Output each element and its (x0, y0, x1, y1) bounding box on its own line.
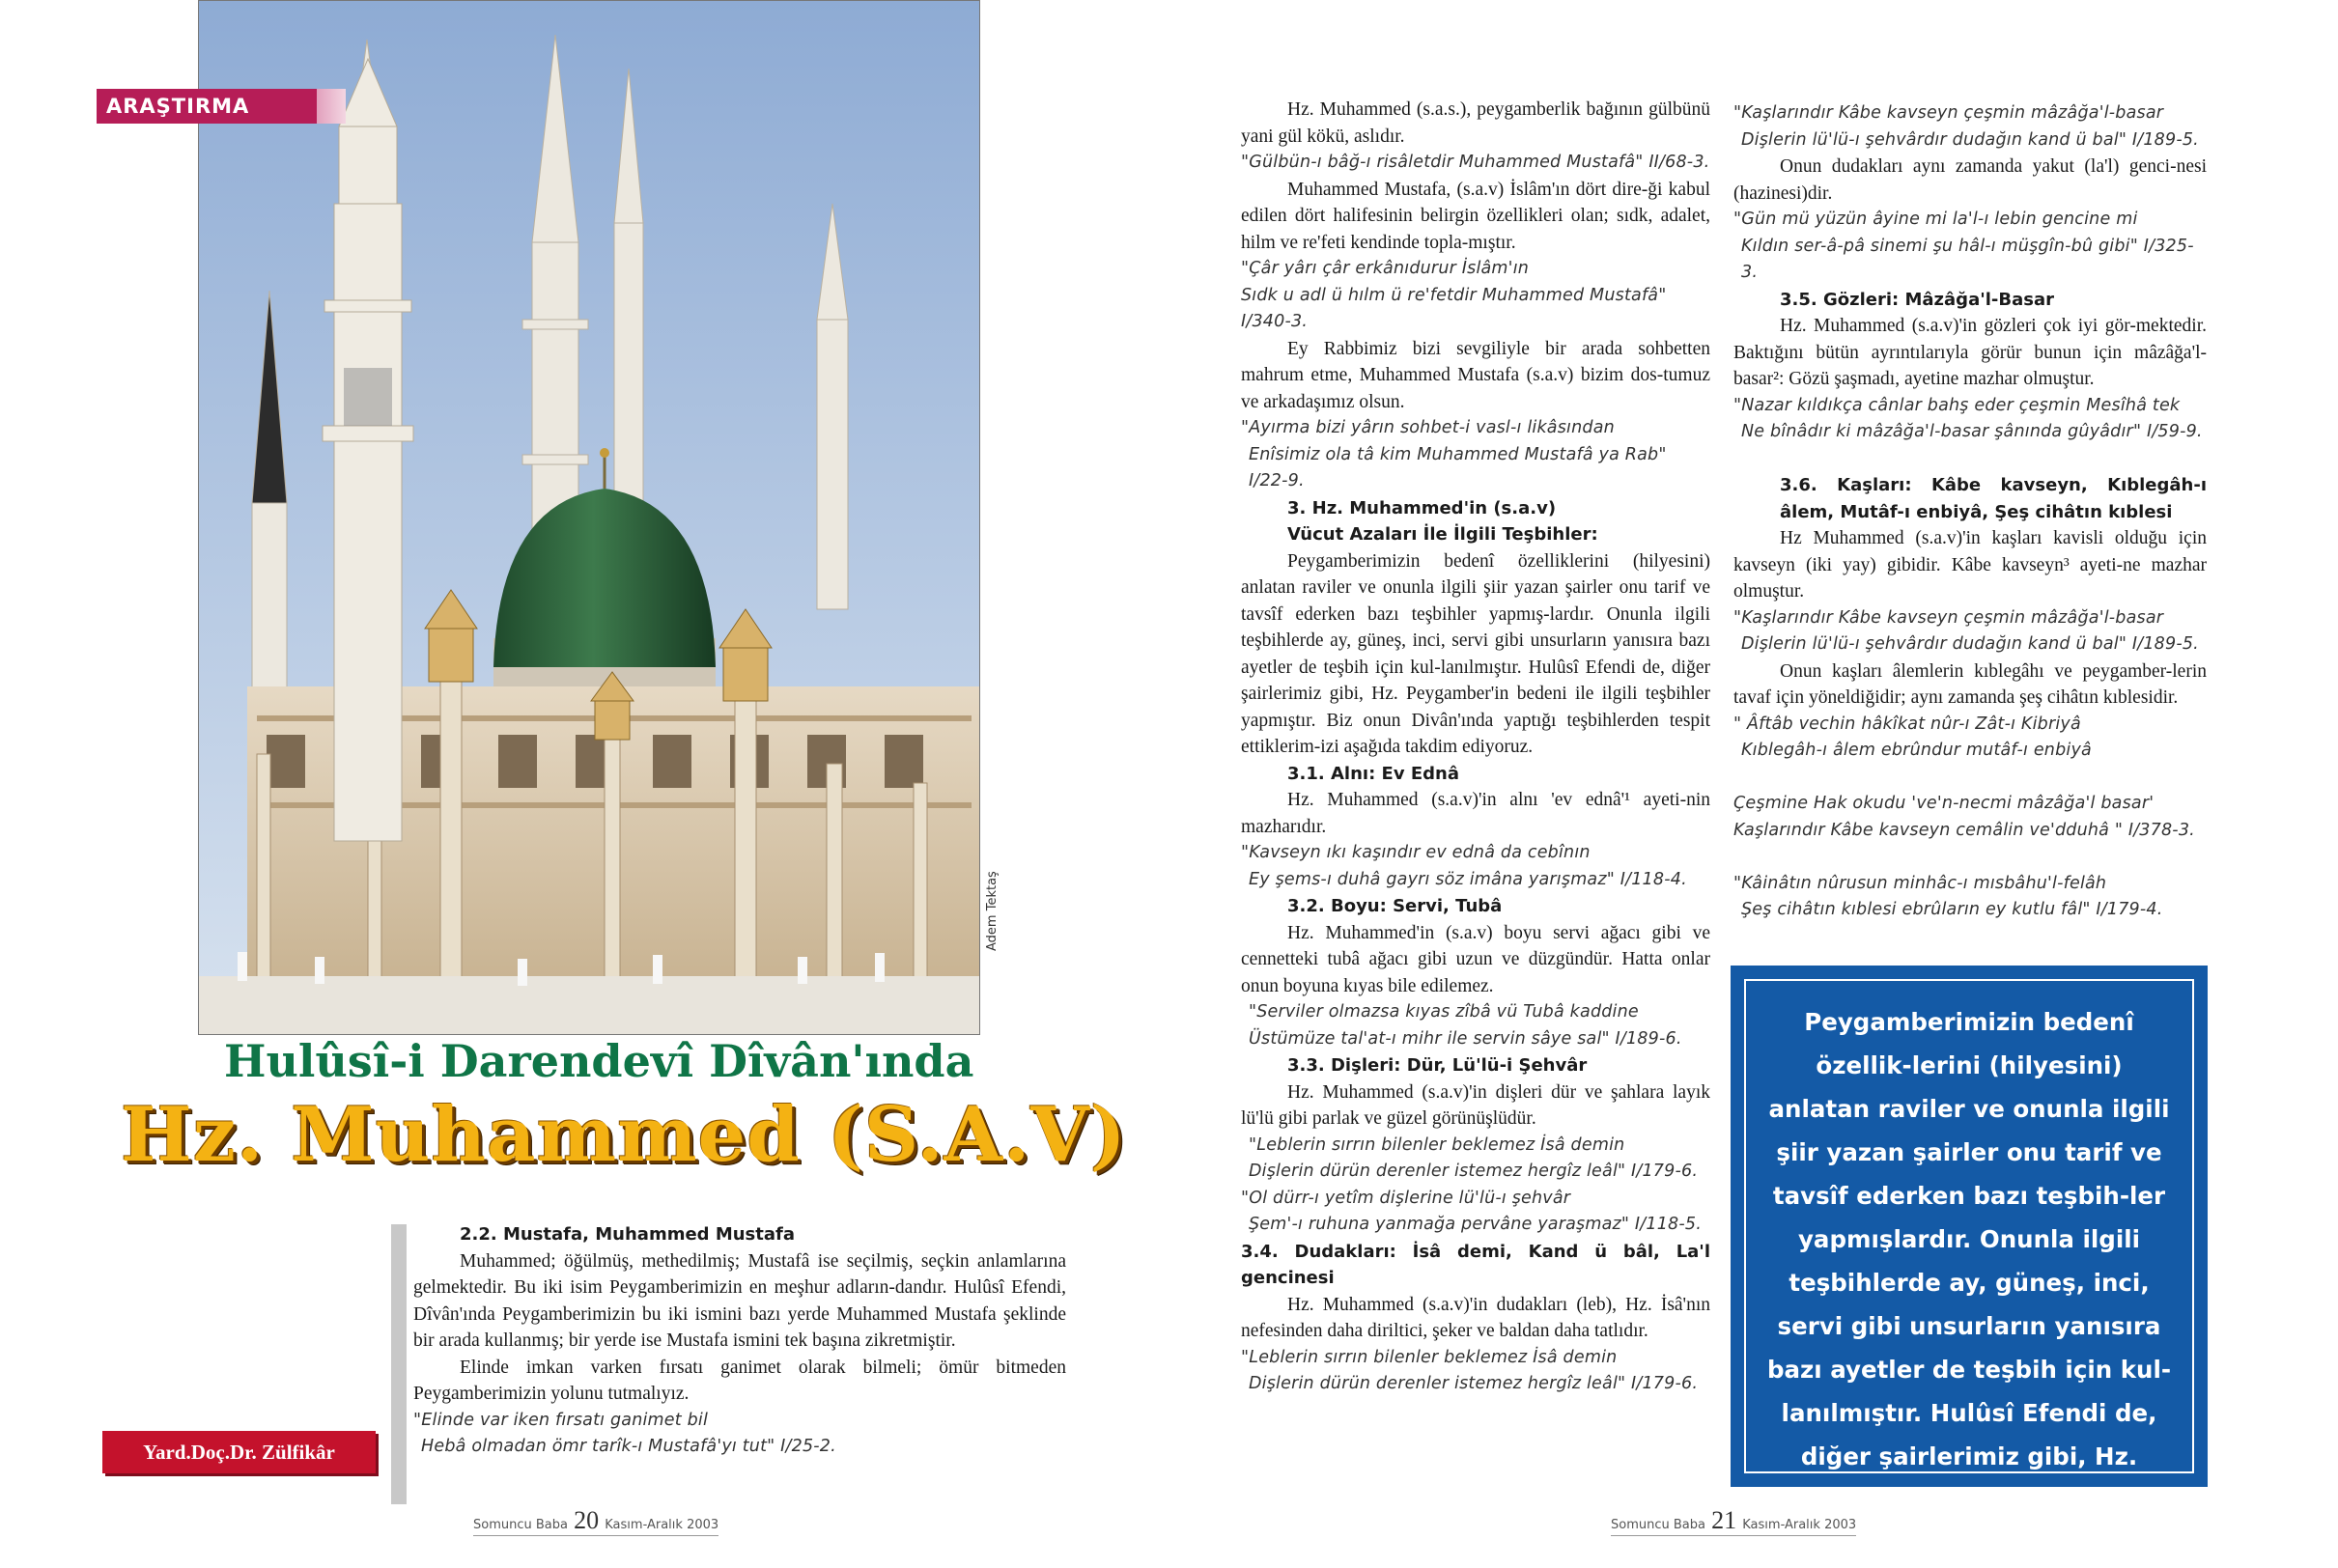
verse-line: "Kaşlarındır Kâbe kavseyn çeşmin mâzâğa'l-basar (1733, 607, 2164, 628)
verse-line: Şem'-ı ruhuna yanmağa pervâne yaraşmaz" I/118-5. (1249, 1215, 1702, 1234)
left-page-column (413, 1221, 1066, 1461)
section-heading: 3. Hz. Muhammed'in (s.a.v) (1287, 497, 1557, 518)
paragraph: Hz Muhammed (s.a.v)'in kaşları kavisli olduğu için kavseyn (iki yay) gibidir. Kâbe kavseyn³ ayeti-ne mazhar olmuştur. (1733, 528, 2207, 602)
right-page-column-1 (1241, 97, 1710, 1398)
section-heading: Vücut Azaları İle İlgili Teşbihler: (1287, 524, 1598, 545)
verse-line: "Gün mü yüzün âyine mi la'l-ı lebin gencine mi (1733, 210, 2138, 229)
page-number: 21 (1711, 1506, 1737, 1534)
section-tag: ARAŞTIRMA (97, 89, 317, 124)
verse-line: "Gülbün-ı bâğ-ı risâletdir Muhammed Mustafâ" II/68-3. (1241, 153, 1710, 172)
verse-line: "Ol dürr-ı yetîm dişlerine lü'lü-ı şehvâr (1241, 1188, 1571, 1208)
section-heading: 3.4. Dudakları: İsâ demi, Kand ü bâl, La'l gencinesi (1241, 1241, 1710, 1288)
verse-line: "Kavseyn ıkı kaşındır ev ednâ da cebînın (1241, 843, 1591, 862)
verse-line: Hebâ olmadan ömr tarîk-ı Mustafâ'yı tut" I/25-2. (421, 1437, 836, 1456)
paragraph: Onun kaşları âlemlerin kıblegâhı ve peygamber-lerin tavaf için yöneldiğidir; aynı zamanda şeş cihâtın kıblesidir. (1733, 660, 2207, 708)
paragraph: Hz. Muhammed (s.a.s.), peygamberlik bağının gülbünü yani gül kökü, aslıdır. (1241, 99, 1710, 147)
verse-line: " Âftâb vechin hâkîkat nûr-ı Zât-ı Kibriyâ (1733, 714, 2081, 734)
verse-line: Dişlerin dürün derenler istemez hergîz leâl" I/179-6. (1249, 1162, 1699, 1181)
verse-line: Kıldın ser-â-pâ sinemi şu hâl-ı müşgîn-bû gibi" I/325-3. (1741, 236, 2194, 282)
section-heading: 3.2. Boyu: Servi, Tubâ (1287, 896, 1503, 916)
spacer (1733, 844, 2207, 871)
section-heading: 3.1. Alnı: Ev Ednâ (1287, 763, 1459, 784)
spacer (1733, 446, 2207, 473)
verse-line: Dişlerin lü'lü-ı şehvârdır dudağın kand ü bal" I/189-5. (1741, 129, 2199, 150)
section-heading: 2.2. Mustafa, Muhammed Mustafa (460, 1224, 795, 1245)
section-heading: 3.5. Gözleri: Mâzâğa'l-Basar (1780, 289, 2054, 310)
verse-line: "Çâr yârı çâr erkânıdurur İslâm'ın (1241, 259, 1530, 278)
right-page-column-2 (1733, 100, 2207, 924)
verse-line: "Ayırma bizi yârın sohbet-i vasl-ı likâsından (1241, 418, 1615, 437)
footer-magazine: Somuncu Baba (473, 1518, 568, 1532)
verse-line: "Elinde var iken fırsatı ganimet bil (413, 1410, 709, 1430)
spacer (1733, 765, 2207, 792)
verse-line: Ne bînâdır ki mâzâğa'l-basar şânında gûyâdır" I/59-9. (1741, 422, 2203, 441)
verse-line: "Serviler olmazsa kıyas zîbâ vü Tubâ kaddine (1249, 1002, 1639, 1022)
paragraph: Hz. Muhammed'in (s.a.v) boyu servi ağacı gibi ve cennetteki tubâ ağacı gibi uzun ve düzgündür. Hatta onlar onun boyuna kıyas bile edilemez. (1241, 922, 1710, 996)
verse-line: "Kaşlarındır Kâbe kavseyn çeşmin mâzâğa'l-basar (1733, 103, 2164, 123)
paragraph: Elinde imkan varken fırsatı ganimet olarak bilmeli; ömür bitmeden Peygamberimizin yolunu tutmalıyız. (413, 1357, 1066, 1404)
footer-date: Kasım-Aralık 2003 (605, 1518, 719, 1532)
page-footer-right (1611, 1506, 1856, 1536)
left-column-accent-bar (391, 1224, 407, 1504)
verse-line: Sıdk u adl ü hılm ü re'fetdir Muhammed Mustafâ" I/340-3. (1241, 285, 1667, 331)
page-number: 20 (574, 1506, 600, 1534)
photo-credit: Adem Tektaş (985, 871, 1000, 951)
verse-line: Kaşlarındır Kâbe kavseyn cemâlin ve'dduhâ " I/378-3. (1733, 820, 2195, 840)
verse-line: "Nazar kıldıkça cânlar bahş eder çeşmin Mesîhâ tek (1733, 395, 2181, 415)
footer-magazine: Somuncu Baba (1611, 1518, 1705, 1532)
paragraph: Muhammed; öğülmüş, methedilmiş; Mustafâ ise seçilmiş, seçkin anlamlarına gelmektedir. Bu iki isim Peygamberimizin en meşhur adların-dandır. Hulûsî Efendi, Dîvân'ında Peygamberimizin bu iki ismini bazı yerde Muhammed Mustafa şeklinde bir arada kullanmış; bir yerde ise Mustafa ismini tek başına zikretmiştir. (413, 1250, 1066, 1351)
pull-quote-text: Peygamberimizin bedenî özellik-lerini (hilyesini) anlatan raviler ve onunla ilgili şiir yazan şairler onu tarif ve tavsîf ederken bazı teşbih-ler yapmışlardır. Onunla ilgili teşbihlerde ay, güneş, inci, servi gibi unsurların yanısıra bazı ayetler de teşbih için kul-lanılmıştır. Hulûsî Efendi de, diğer şairlerimiz gibi, Hz. Peygamber'in bedeni ile ilgili teşbihler yapmıştır. (1744, 979, 2194, 1473)
footer-date: Kasım-Aralık 2003 (1742, 1518, 1857, 1532)
paragraph: Hz. Muhammed (s.a.v)'in alnı 'ev ednâ'¹ ayeti-nin mazharıdır. (1241, 790, 1710, 837)
verse-line: Ey şems-ı duhâ gayrı söz imâna yarışmaz" I/118-4. (1249, 869, 1687, 889)
paragraph: Hz. Muhammed (s.a.v)'in dişleri dür ve şahlara layık lü'lü gibi parlak ve güzel görünüşlüdür. (1241, 1081, 1710, 1129)
verse-line: "Leblerin sırrın bilenler beklemez İsâ demin (1241, 1347, 1618, 1367)
verse-line: Dişlerin lü'lü-ı şehvârdır dudağın kand ü bal" I/189-5. (1741, 634, 2199, 654)
paragraph: Hz. Muhammed (s.a.v)'in gözleri çok iyi gör-mektedir. Baktığını bütün ayrıntılarıyla görür bunun için mâzâğa'l-basar²: Gözü şaşmadı, ayetine mazhar olmuştur. (1733, 316, 2207, 389)
verse-line: Dişlerin dürün derenler istemez hergîz leâl" I/179-6. (1249, 1374, 1699, 1393)
paragraph: Hz. Muhammed (s.a.v)'in dudakları (leb), Hz. İsâ'nın nefesinden daha diriltici, şeker ve baldan daha tatlıdır. (1241, 1294, 1710, 1341)
section-heading: 3.3. Dişleri: Dür, Lü'lü-i Şehvâr (1287, 1055, 1588, 1076)
section-heading: 3.6. Kaşları: Kâbe kavseyn, Kıblegâh-ı âlem, Mutâf-ı enbiyâ, Şeş cihâtın kıblesi (1780, 475, 2207, 522)
verse-line: Çeşmine Hak okudu 've'n-necmi mâzâğa'l basar' (1733, 794, 2155, 813)
page-footer-left (473, 1506, 718, 1536)
verse-line: "Leblerin sırrın bilenler beklemez İsâ demin (1249, 1134, 1625, 1155)
verse-line: Üstümüze tal'at-ı mihr ile servin sâye sal" I/189-6. (1249, 1028, 1682, 1049)
verse-line: Enîsimiz ola tâ kim Muhammed Mustafâ ya Rab" I/22-9. (1249, 444, 1667, 490)
paragraph: Peygamberimizin bedenî özelliklerini (hilyesini) anlatan raviler ve onunla ilgili şiir yazan şairler onu tarif ve tavsîf ederken bazı teşbihler yapmış-lardır. Onunla ilgili teşbihlerde ay, güneş, inci, servi gibi unsurların yanısıra bazı ayetler de teşbih için kul-lanılmıştır. Hulûsî Efendi de, diğer şairlerimiz gibi, Hz. Peygamber'in bedeni ile ilgili teşbihler yapmıştır. Biz onun Divân'ında yaptığı teşbihlerden tespit ettiklerim-izi aşağıda takdim ediyoruz. (1241, 550, 1710, 757)
verse-line: Şeş cihâtın kıblesi ebrûların ey kutlu fâl" I/179-4. (1741, 900, 2163, 919)
author-byline: Yard.Doç.Dr. Zülfikâr GÜNGÖR (102, 1431, 376, 1473)
verse-line: "Kâinâtın nûrusun minhâc-ı mısbâhu'l-felâh (1733, 873, 2107, 893)
mosque-photo (198, 0, 980, 1035)
paragraph: Ey Rabbimiz bizi sevgiliyle bir arada sohbetten mahrum etme, Muhammed Mustafa (s.a.v) bizim dos-tumuz ve arkadaşımız olsun. (1241, 338, 1710, 412)
paragraph: Onun dudakları aynı zamanda yakut (la'l) genci-nesi (hazinesi)dir. (1733, 156, 2207, 204)
paragraph: Muhammed Mustafa, (s.a.v) İslâm'ın dört dire-ği kabul edilen dört halifesinin belirgin özellikleri olan; sıdk, adalet, hilm ve re'feti kendinde topla-mıştır. (1241, 179, 1710, 253)
article-title: Hz. Muhammed (S.A.V) (121, 1091, 1127, 1179)
article-subtitle: Hulûsî-i Darendevî Dîvân'ında (224, 1035, 974, 1087)
verse-line: Kıblegâh-ı âlem ebrûndur mutâf-ı enbiyâ (1741, 741, 2092, 760)
